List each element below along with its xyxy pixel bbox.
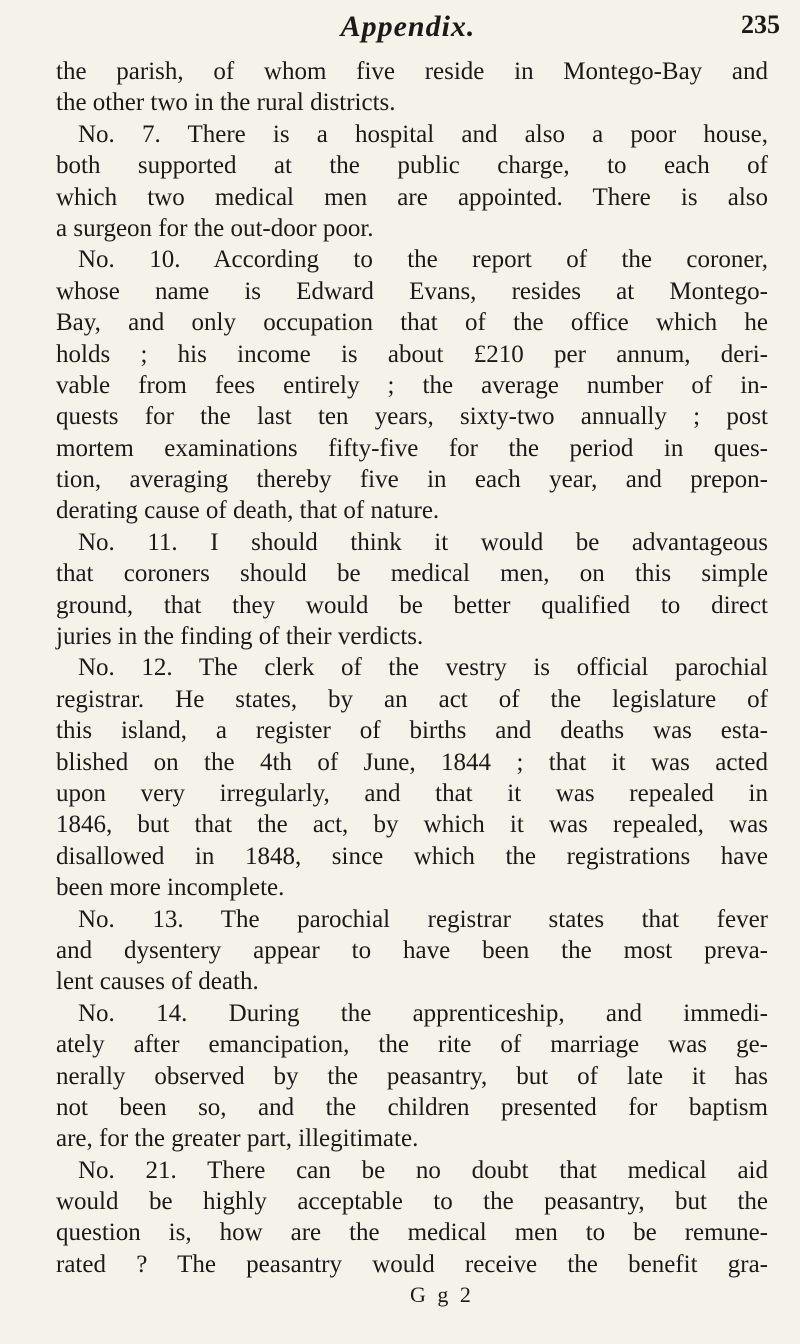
text-line: ground, that they would be better qualified to direct [56,591,768,619]
text-line: quests for the last ten years, sixty-two annually ; post [56,403,768,431]
text-line: question is, how are the medical men to be remune- [56,1219,768,1247]
text-line: holds ; his income is about £210 per annum, deri- [56,340,768,368]
text-line: which two medical men are appointed. There is also [56,183,768,211]
text-line: vable from fees entirely ; the average number of in- [56,371,768,399]
text-line: derating cause of death, that of nature. [56,497,440,525]
text-line: registrar. He states, by an act of the legislature of [56,685,768,713]
text-line: disallowed in 1848, since which the registrations have [56,842,768,870]
running-title: Appendix. [340,10,476,43]
text-line: both supported at the public charge, to each of [56,152,768,180]
signature-mark: G g 2 [410,1282,474,1307]
text-line: tion, averaging thereby five in each year, and prepon- [56,466,768,494]
text-line: not been so, and the children presented for baptism [56,1093,768,1121]
text-line: No. 11. I should think it would be advantageous [78,528,768,556]
text-line: No. 12. The clerk of the vestry is official parochial [78,654,768,682]
text-line: that coroners should be medical men, on this simple [56,560,768,588]
text-line: No. 10. According to the report of the coroner, [78,246,768,274]
text-line: are, for the greater part, illegitimate. [56,1125,419,1153]
text-line: mortem examinations fifty-five for the period in ques- [56,434,768,462]
text-line: No. 21. There can be no doubt that medical aid [78,1156,768,1184]
text-line: rated ? The peasantry would receive the benefit gra- [56,1250,768,1278]
text-line: juries in the finding of their verdicts. [56,623,424,651]
text-line: been more incomplete. [56,874,285,902]
text-line: ately after emancipation, the rite of marriage was ge- [56,1031,768,1059]
text-line: this island, a register of births and deaths was esta- [56,717,768,745]
text-line: No. 7. There is a hospital and also a poor house, [78,120,768,148]
text-line: would be highly acceptable to the peasantry, but the [56,1188,768,1216]
text-line: the parish, of whom five reside in Montego-Bay and [56,58,768,85]
page-number: 235 [741,10,780,39]
text-line: and dysentery appear to have been the most preva- [56,936,768,964]
text-line: the other two in the rural districts. [56,89,396,117]
running-head [48,10,780,50]
text-line: Bay, and only occupation that of the office which he [56,309,768,337]
text-line: blished on the 4th of June, 1844 ; that it was acted [56,748,768,776]
text-line: whose name is Edward Evans, resides at Montego- [56,277,768,305]
text-line: No. 13. The parochial registrar states that fever [78,905,768,933]
text-line: upon very irregularly, and that it was repealed in [56,779,768,807]
text-line: a surgeon for the out-door poor. [56,214,374,242]
text-line: 1846, but that the act, by which it was repealed, was [56,811,768,839]
text-line: nerally observed by the peasantry, but of late it has [56,1062,768,1090]
text-line: lent causes of death. [56,968,259,996]
body-text [56,56,768,1280]
text-line: No. 14. During the apprenticeship, and immedi- [78,999,768,1027]
